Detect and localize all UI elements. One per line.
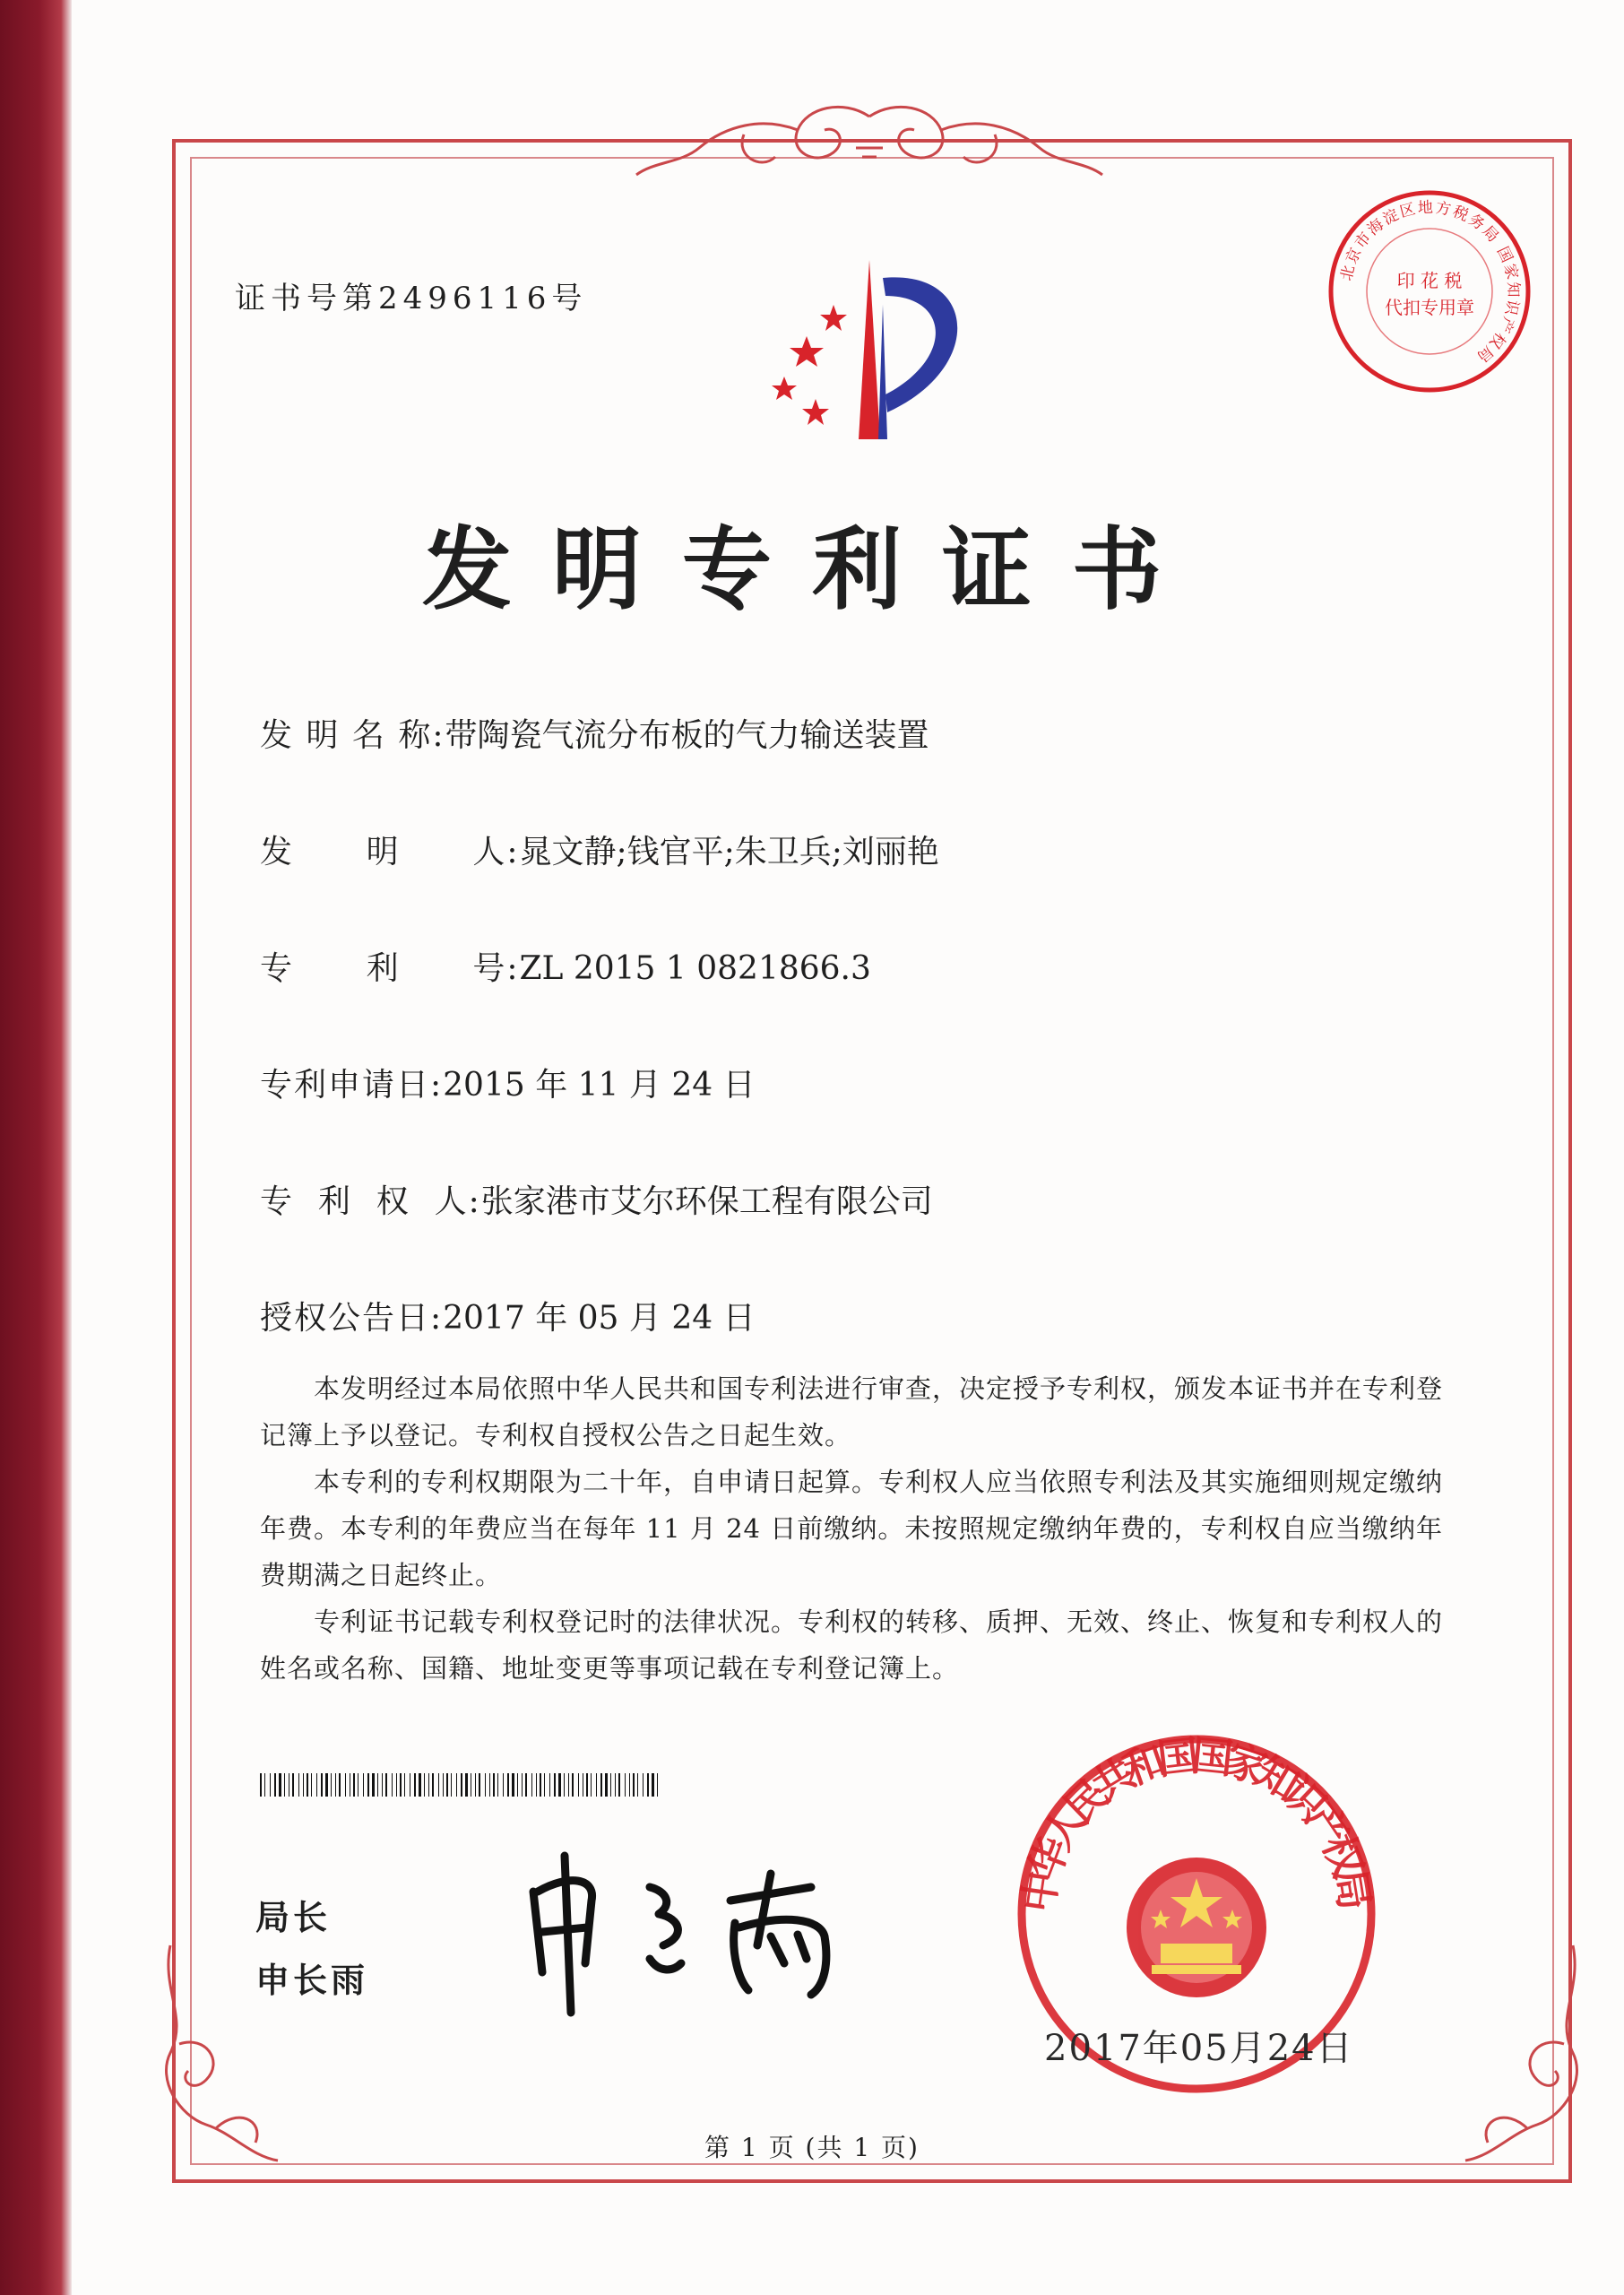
field-label: 发 明 人: xyxy=(260,834,520,870)
barcode-bar xyxy=(507,1773,509,1797)
barcode-bar xyxy=(517,1773,518,1797)
barcode-bar xyxy=(610,1773,611,1797)
barcode-bar xyxy=(512,1773,514,1797)
barcode-bar xyxy=(270,1773,271,1797)
barcode-bar xyxy=(325,1773,328,1797)
barcode-bar xyxy=(625,1773,626,1797)
barcode-bar xyxy=(544,1773,545,1797)
barcode-bar xyxy=(605,1773,608,1797)
barcode-bar xyxy=(382,1773,383,1797)
barcode-bar xyxy=(525,1773,527,1797)
director-name: 申长雨 xyxy=(255,1961,369,2000)
barcode-bar xyxy=(522,1773,523,1797)
director-signature xyxy=(515,1838,874,2017)
barcode-bar xyxy=(260,1773,262,1797)
barcode-bar xyxy=(461,1773,462,1797)
barcode-bar xyxy=(298,1773,299,1797)
barcode-bar xyxy=(385,1773,387,1797)
barcode-bar xyxy=(284,1773,285,1797)
barcode-bar xyxy=(586,1773,588,1797)
barcode-bar xyxy=(419,1773,421,1797)
barcode-bar xyxy=(657,1773,658,1797)
barcode-bar xyxy=(647,1773,649,1797)
page-number: 第 1 页 (共 1 页) xyxy=(704,2133,920,2162)
certificate-number: 证书号第2496116号 xyxy=(235,281,588,316)
barcode-bar xyxy=(536,1773,537,1797)
barcode-bar xyxy=(377,1773,378,1797)
field-label: 专 利 号: xyxy=(260,950,520,987)
barcode-bar xyxy=(637,1773,638,1797)
barcode-bar xyxy=(428,1773,429,1797)
barcode-bar xyxy=(414,1773,416,1797)
field-value: 带陶瓷气流分布板的气力输送装置 xyxy=(445,717,929,754)
barcode-bar xyxy=(432,1773,434,1797)
field-invention-name xyxy=(260,710,929,756)
barcode-bar xyxy=(568,1773,569,1797)
top-ornament xyxy=(627,99,1111,188)
field-inventors xyxy=(260,827,939,872)
barcode-bar xyxy=(554,1773,556,1797)
field-grant-date xyxy=(260,1293,756,1338)
certificate-title: 发明专利证书 xyxy=(422,516,1202,622)
barcode-bar xyxy=(540,1773,541,1797)
barcode-bar xyxy=(307,1773,308,1797)
barcode-bar xyxy=(446,1773,448,1797)
barcode-bar xyxy=(339,1773,341,1797)
barcode-bar xyxy=(438,1773,439,1797)
barcode-bar xyxy=(615,1773,616,1797)
barcode-bar xyxy=(572,1773,574,1797)
barcode-bar xyxy=(345,1773,346,1797)
field-application-date xyxy=(260,1060,756,1105)
barcode-bar xyxy=(264,1773,265,1797)
barcode-bar xyxy=(618,1773,620,1797)
barcode-bar xyxy=(392,1773,393,1797)
barcode-bar xyxy=(578,1773,579,1797)
field-label: 发 明 名 称: xyxy=(260,717,445,754)
barcode-bar xyxy=(316,1773,317,1797)
field-patentee xyxy=(260,1176,933,1222)
field-value: 晁文静;钱官平;朱卫兵;刘丽艳 xyxy=(519,834,939,870)
national-emblem-icon xyxy=(1127,1858,1266,1997)
barcode-bar xyxy=(465,1773,468,1797)
barcode-bar xyxy=(279,1773,281,1797)
barcode-bar xyxy=(531,1773,532,1797)
field-value: 2015 年 11 月 24 日 xyxy=(443,1067,756,1104)
barcode-bar xyxy=(475,1773,476,1797)
barcode-bar xyxy=(303,1773,304,1797)
paragraph-examination: 本发明经过本局依照中华人民共和国专利法进行审查，决定授予专利权，颁发本证书并在专利登记簿上予以登记。专利权自授权公告之日起生效。 xyxy=(260,1373,1444,1451)
field-label: 专 利 权 人: xyxy=(260,1183,481,1220)
field-value: 张家港市艾尔环保工程有限公司 xyxy=(480,1183,933,1220)
barcode-bar xyxy=(292,1773,294,1797)
barcode-bar xyxy=(558,1773,561,1797)
barcode-bar xyxy=(497,1773,498,1797)
barcode-bar xyxy=(456,1773,457,1797)
field-value: ZL 2015 1 0821866.3 xyxy=(519,950,871,987)
tax-seal-line1: 印 花 税 xyxy=(1396,270,1463,291)
barcode-bar xyxy=(549,1773,550,1797)
barcode-bar xyxy=(404,1773,405,1797)
barcode-bar xyxy=(311,1773,312,1797)
barcode-bar xyxy=(400,1773,402,1797)
field-value: 2017 年 05 月 24 日 xyxy=(443,1300,756,1337)
barcode-bar xyxy=(396,1773,397,1797)
barcode-bar xyxy=(600,1773,602,1797)
field-label: 授权公告日: xyxy=(260,1300,444,1337)
tax-stamp-seal xyxy=(1322,184,1537,399)
barcode-bar xyxy=(321,1773,323,1797)
barcode-bar xyxy=(493,1773,495,1797)
barcode-bar xyxy=(643,1773,644,1797)
binding-edge xyxy=(0,0,72,2295)
barcode-bar xyxy=(489,1773,490,1797)
barcode-bar xyxy=(424,1773,425,1797)
barcode-bar xyxy=(485,1773,486,1797)
barcode-bar xyxy=(331,1773,332,1797)
barcode xyxy=(260,1773,663,1797)
tax-seal-line2: 代扣专用章 xyxy=(1385,297,1474,318)
barcode-bar xyxy=(363,1773,364,1797)
barcode-bar xyxy=(503,1773,504,1797)
director-title: 局长 xyxy=(255,1898,332,1937)
barcode-bar xyxy=(633,1773,635,1797)
barcode-bar xyxy=(596,1773,597,1797)
barcode-bar xyxy=(367,1773,369,1797)
barcode-bar xyxy=(353,1773,355,1797)
barcode-bar xyxy=(629,1773,630,1797)
barcode-bar xyxy=(274,1773,276,1797)
barcode-bar xyxy=(564,1773,565,1797)
barcode-bar xyxy=(451,1773,452,1797)
paragraph-legal-status: 专利证书记载专利权登记时的法律状况。专利权的转移、质押、无效、终止、恢复和专利权人的姓名或名称、国籍、地址变更等事项记载在专利登记簿上。 xyxy=(260,1606,1444,1684)
seal-date: 2017年05月24日 xyxy=(1044,2028,1354,2069)
patent-office-logo xyxy=(744,251,995,448)
field-patent-number xyxy=(260,943,871,989)
field-label: 专利申请日: xyxy=(260,1067,444,1104)
paragraph-term: 本专利的专利权期限为二十年，自申请日起算。专利权人应当依照专利法及其实施细则规定缴纳年费。本专利的年费应当在每年 11 月 24 日前缴纳。未按照规定缴纳年费的，专利权自应当缴纳年费期满之日起终止。 xyxy=(260,1467,1444,1590)
barcode-bar xyxy=(372,1773,375,1797)
barcode-bar xyxy=(652,1773,654,1797)
barcode-bar xyxy=(335,1773,336,1797)
barcode-bar xyxy=(591,1773,592,1797)
seal-ring-text: 中华人民共和国国家知识产权局 xyxy=(1013,1730,1380,1916)
tax-seal-ring-text: 北京市海淀区地方税务局 国家知识产权局 xyxy=(1337,198,1523,367)
barcode-bar xyxy=(479,1773,480,1797)
barcode-bar xyxy=(443,1773,444,1797)
